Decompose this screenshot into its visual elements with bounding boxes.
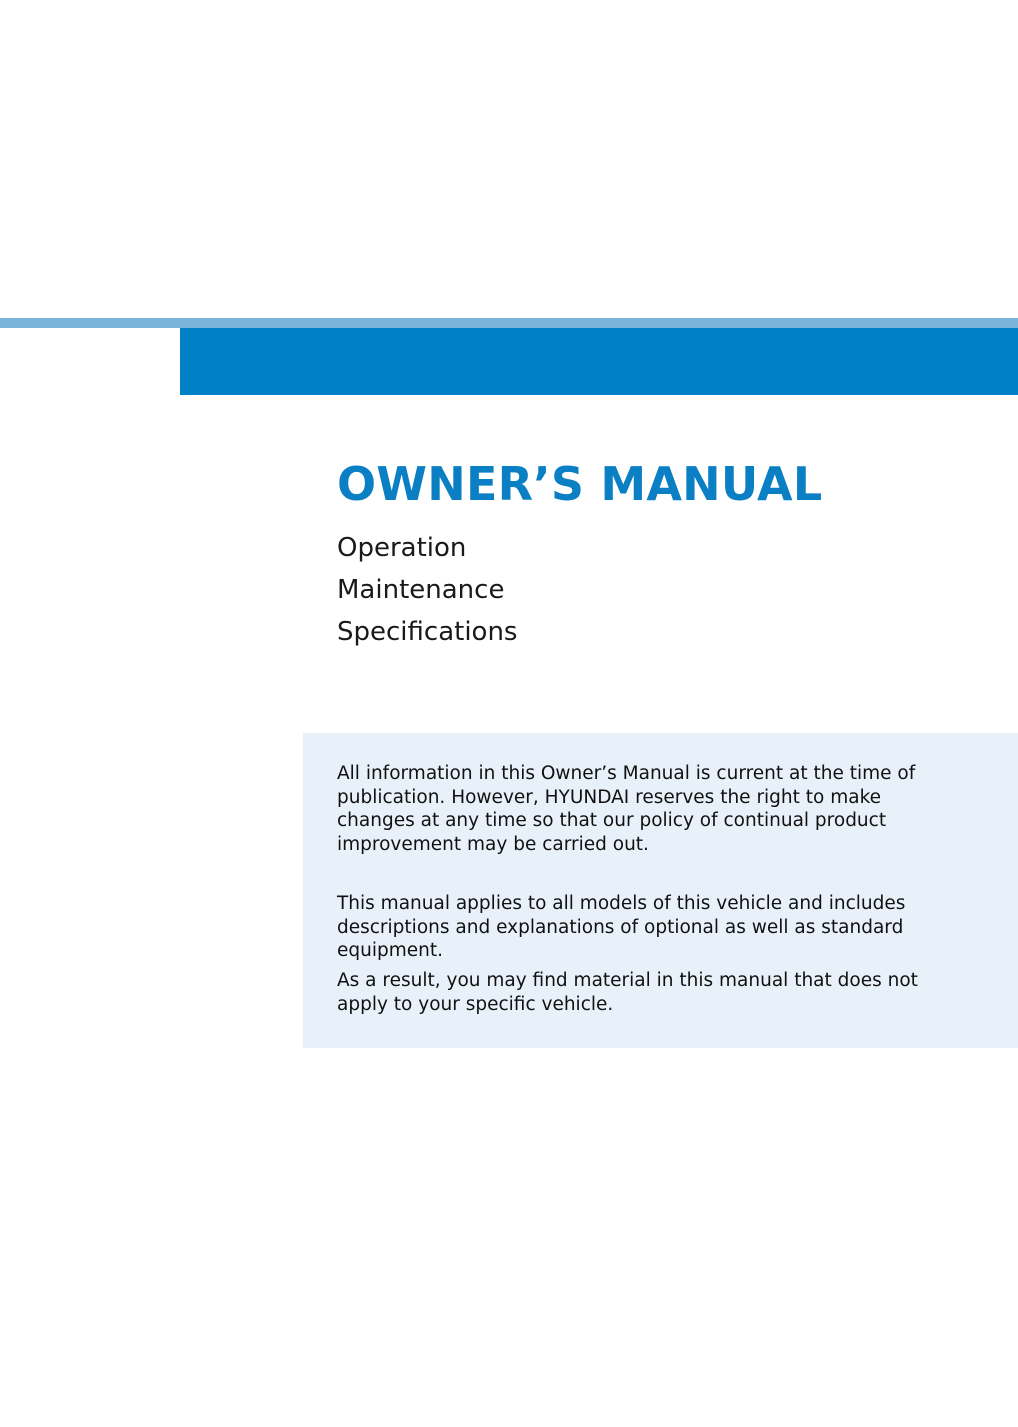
subtitle-operation: Operation	[337, 533, 467, 563]
subtitle-specifications: Specifications	[337, 617, 518, 647]
page-title: OWNER’S MANUAL	[337, 457, 823, 511]
notice-paragraph-currency: All information in this Owner’s Manual is current at the time of publication. However, HYUNDAI reserves the right to make changes at any time so that our policy of continual product improvement may be carried out.	[337, 763, 916, 855]
notice-box	[303, 733, 1018, 1048]
notice-paragraph-variation: As a result, you may find material in this manual that does not apply to your specific vehicle.	[337, 970, 918, 1015]
header-color-band	[180, 328, 1018, 395]
top-accent-band	[0, 318, 1018, 328]
subtitle-list	[337, 527, 517, 653]
subtitle-maintenance: Maintenance	[337, 575, 505, 605]
notice-paragraph-applicability: This manual applies to all models of this vehicle and includes descriptions and explanations of optional as well as standard equipment.	[337, 893, 906, 962]
